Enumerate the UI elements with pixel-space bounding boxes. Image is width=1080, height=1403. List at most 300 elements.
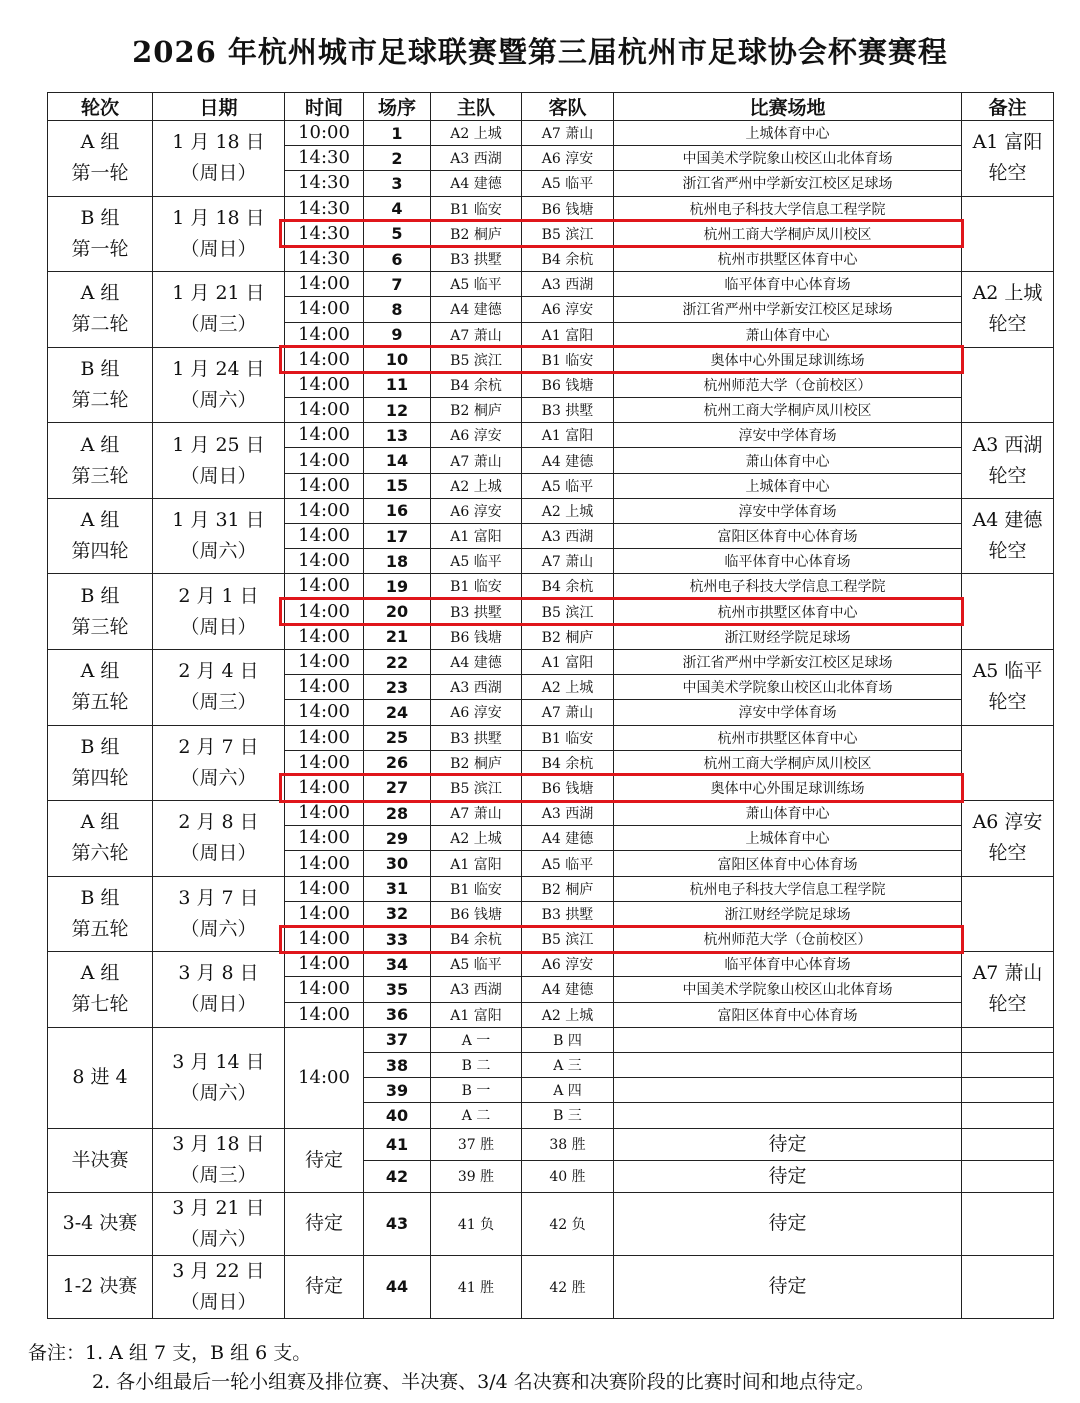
away-team: B2 桐庐 xyxy=(522,876,614,901)
away-team: 38 胜 xyxy=(522,1128,614,1160)
table-row xyxy=(48,952,1054,977)
match-no: 21 xyxy=(364,624,431,649)
away-team: B3 拱墅 xyxy=(522,901,614,926)
home-team: B1 临安 xyxy=(431,196,522,221)
match-no: 13 xyxy=(364,423,431,448)
round-cell-line: 第四轮 xyxy=(71,766,129,789)
match-time: 14:00 xyxy=(285,901,364,926)
match-time: 14:00 xyxy=(285,524,364,549)
date-cell-line: 3 月 18 日 xyxy=(172,1133,265,1155)
match-time: 14:00 xyxy=(285,423,364,448)
venue-cell: 富阳区体育中心体育场 xyxy=(614,524,962,549)
venue-cell: 待定 xyxy=(614,1255,962,1318)
away-team: A5 临平 xyxy=(522,473,614,498)
away-team: B6 钱塘 xyxy=(522,775,614,800)
note-cell xyxy=(962,1027,1054,1052)
table-row xyxy=(48,196,1054,221)
venue-cell: 萧山体育中心 xyxy=(614,448,962,473)
date-cell xyxy=(153,1128,285,1192)
home-team: B 一 xyxy=(431,1078,522,1103)
date-cell-line: 1 月 18 日 xyxy=(172,131,265,154)
date-cell-line: （周三） xyxy=(180,313,257,336)
date-cell xyxy=(153,1255,285,1318)
round-cell: 3-4 决赛 xyxy=(48,1192,153,1255)
venue-cell xyxy=(614,1027,962,1052)
date-cell-line: 1 月 18 日 xyxy=(172,206,265,229)
home-team: A2 上城 xyxy=(431,826,522,851)
round-cell-line: A 组 xyxy=(80,962,120,985)
match-time: 14:30 xyxy=(285,196,364,221)
match-no: 28 xyxy=(364,801,431,826)
home-team: B1 临安 xyxy=(431,876,522,901)
venue-cell: 临平体育中心体育场 xyxy=(614,549,962,574)
away-team: A1 富阳 xyxy=(522,649,614,674)
away-team: A7 萧山 xyxy=(522,700,614,725)
table-row xyxy=(48,574,1054,599)
date-cell-line: 1 月 21 日 xyxy=(172,282,265,305)
home-team: B6 钱塘 xyxy=(431,624,522,649)
schedule-table xyxy=(47,92,1054,1319)
home-team: B4 余杭 xyxy=(431,372,522,397)
home-team: A5 临平 xyxy=(431,952,522,977)
venue-cell: 杭州市拱墅区体育中心 xyxy=(614,725,962,750)
home-team: A1 富阳 xyxy=(431,1002,522,1027)
venue-cell: 杭州市拱墅区体育中心 xyxy=(614,599,962,624)
date-cell xyxy=(153,272,285,348)
round-cell-line: 第四轮 xyxy=(71,540,129,563)
match-time: 14:00 xyxy=(285,775,364,800)
home-team: A7 萧山 xyxy=(431,448,522,473)
round-cell-line: B 组 xyxy=(80,206,120,229)
date-cell xyxy=(153,347,285,423)
away-team: 42 负 xyxy=(522,1192,614,1255)
round-cell-line: 第五轮 xyxy=(71,917,129,940)
venue-cell: 富阳区体育中心体育场 xyxy=(614,1002,962,1027)
venue-cell: 萧山体育中心 xyxy=(614,322,962,347)
header-note: 备注 xyxy=(962,93,1054,121)
header-match-no: 场序 xyxy=(364,93,431,121)
round-cell: 半决赛 xyxy=(48,1128,153,1192)
date-cell xyxy=(153,121,285,197)
date-cell-line: 2 月 1 日 xyxy=(178,584,259,607)
note-cell-line: A3 西湖 xyxy=(972,433,1043,456)
match-no: 19 xyxy=(364,574,431,599)
away-team: A6 淳安 xyxy=(522,952,614,977)
round-cell xyxy=(48,649,153,725)
round-cell-line: 第三轮 xyxy=(71,615,129,638)
note-cell-line: 轮空 xyxy=(988,464,1027,487)
header-date: 日期 xyxy=(153,93,285,121)
home-team: A5 临平 xyxy=(431,549,522,574)
date-cell xyxy=(153,725,285,801)
note-cell xyxy=(962,1103,1054,1128)
note-cell xyxy=(962,1192,1054,1255)
home-team: A6 淳安 xyxy=(431,498,522,523)
match-no: 31 xyxy=(364,876,431,901)
date-cell xyxy=(153,649,285,725)
away-team: A7 萧山 xyxy=(522,121,614,146)
match-no: 30 xyxy=(364,851,431,876)
venue-cell: 上城体育中心 xyxy=(614,121,962,146)
home-team: A3 西湖 xyxy=(431,675,522,700)
note-cell-line: A6 淳安 xyxy=(972,811,1043,834)
date-cell-line: （周日） xyxy=(180,237,257,260)
venue-cell: 中国美术学院象山校区山北体育场 xyxy=(614,675,962,700)
match-no: 9 xyxy=(364,322,431,347)
away-team: A2 上城 xyxy=(522,498,614,523)
home-team: B2 桐庐 xyxy=(431,398,522,423)
away-team: B1 临安 xyxy=(522,725,614,750)
header-home: 主队 xyxy=(431,93,522,121)
away-team: B5 滨江 xyxy=(522,221,614,246)
away-team: A1 富阳 xyxy=(522,423,614,448)
home-team: B2 桐庐 xyxy=(431,750,522,775)
table-row xyxy=(48,1128,1054,1160)
home-team: B5 滨江 xyxy=(431,347,522,372)
round-cell-line: A 组 xyxy=(80,131,120,154)
match-time: 14:00 xyxy=(285,624,364,649)
match-time: 14:30 xyxy=(285,146,364,171)
note-cell xyxy=(962,1052,1054,1077)
away-team: A5 临平 xyxy=(522,171,614,196)
match-no: 8 xyxy=(364,297,431,322)
venue-cell: 浙江省严州中学新安江校区足球场 xyxy=(614,297,962,322)
match-no: 24 xyxy=(364,700,431,725)
venue-cell: 浙江省严州中学新安江校区足球场 xyxy=(614,649,962,674)
header-venue: 比赛场地 xyxy=(614,93,962,121)
date-cell-line: 1 月 25 日 xyxy=(172,433,265,456)
match-no: 6 xyxy=(364,246,431,271)
match-time: 14:30 xyxy=(285,171,364,196)
away-team: A4 建德 xyxy=(522,977,614,1002)
date-cell-line: （周六） xyxy=(180,388,257,411)
home-team: B3 拱墅 xyxy=(431,725,522,750)
match-time: 14:00 xyxy=(285,977,364,1002)
venue-cell: 临平体育中心体育场 xyxy=(614,952,962,977)
match-no: 23 xyxy=(364,675,431,700)
date-cell-line: （周日） xyxy=(180,615,257,638)
home-team: B4 余杭 xyxy=(431,927,522,952)
away-team: B6 钱塘 xyxy=(522,196,614,221)
home-team: A4 建德 xyxy=(431,297,522,322)
match-time: 14:00 xyxy=(285,448,364,473)
date-cell-line: 2 月 4 日 xyxy=(178,660,259,683)
round-cell: 8 进 4 xyxy=(48,1027,153,1128)
venue-cell: 杭州电子科技大学信息工程学院 xyxy=(614,876,962,901)
note-cell-line: 轮空 xyxy=(988,162,1027,185)
venue-cell: 淳安中学体育场 xyxy=(614,423,962,448)
home-team: B2 桐庐 xyxy=(431,221,522,246)
round-cell-line: 第一轮 xyxy=(71,162,129,185)
table-row xyxy=(48,725,1054,750)
match-no: 18 xyxy=(364,549,431,574)
home-team: B6 钱塘 xyxy=(431,901,522,926)
venue-cell: 中国美术学院象山校区山北体育场 xyxy=(614,977,962,1002)
table-row xyxy=(48,498,1054,523)
match-time: 14:30 xyxy=(285,246,364,271)
match-no: 34 xyxy=(364,952,431,977)
venue-cell: 富阳区体育中心体育场 xyxy=(614,851,962,876)
home-team: A6 淳安 xyxy=(431,423,522,448)
away-team: A3 西湖 xyxy=(522,801,614,826)
note-cell xyxy=(962,801,1054,877)
match-time: 14:00 xyxy=(285,649,364,674)
round-cell xyxy=(48,725,153,801)
venue-cell: 杭州工商大学桐庐凤川校区 xyxy=(614,398,962,423)
match-no: 11 xyxy=(364,372,431,397)
home-team: A1 富阳 xyxy=(431,851,522,876)
match-time: 14:00 xyxy=(285,372,364,397)
date-cell-line: （周六） xyxy=(180,766,257,789)
away-team: A3 西湖 xyxy=(522,524,614,549)
date-cell-line: （周六） xyxy=(180,540,257,563)
home-team: A4 建德 xyxy=(431,649,522,674)
home-team: A7 萧山 xyxy=(431,322,522,347)
match-time: 14:00 xyxy=(285,599,364,624)
away-team: 42 胜 xyxy=(522,1255,614,1318)
home-team: B1 临安 xyxy=(431,574,522,599)
date-cell xyxy=(153,423,285,499)
match-time: 14:00 xyxy=(285,322,364,347)
venue-cell: 浙江省严州中学新安江校区足球场 xyxy=(614,171,962,196)
away-team: B5 滨江 xyxy=(522,599,614,624)
note-cell-line: 轮空 xyxy=(988,313,1027,336)
note-cell xyxy=(962,1128,1054,1160)
table-row xyxy=(48,801,1054,826)
round-cell-line: B 组 xyxy=(80,357,120,380)
match-no: 12 xyxy=(364,398,431,423)
note-cell-line: 轮空 xyxy=(988,993,1027,1016)
match-no: 39 xyxy=(364,1078,431,1103)
round-cell xyxy=(48,801,153,877)
home-team: A6 淳安 xyxy=(431,700,522,725)
venue-cell: 杭州师范大学（仓前校区） xyxy=(614,927,962,952)
home-team: A3 西湖 xyxy=(431,146,522,171)
away-team: A2 上城 xyxy=(522,675,614,700)
match-time: 14:00 xyxy=(285,750,364,775)
note-cell xyxy=(962,423,1054,499)
date-cell xyxy=(153,876,285,952)
table-row xyxy=(48,272,1054,297)
venue-cell: 中国美术学院象山校区山北体育场 xyxy=(614,146,962,171)
home-team: A3 西湖 xyxy=(431,977,522,1002)
away-team: B6 钱塘 xyxy=(522,372,614,397)
match-time: 14:00 xyxy=(285,498,364,523)
home-team: 39 胜 xyxy=(431,1160,522,1192)
match-no: 38 xyxy=(364,1052,431,1077)
match-no: 43 xyxy=(364,1192,431,1255)
date-cell xyxy=(153,574,285,650)
round-cell-line: A 组 xyxy=(80,660,120,683)
match-no: 15 xyxy=(364,473,431,498)
date-cell-line: 2 月 8 日 xyxy=(178,811,259,834)
note-cell-line: 轮空 xyxy=(988,540,1027,563)
venue-cell: 奥体中心外围足球训练场 xyxy=(614,775,962,800)
note-cell xyxy=(962,1078,1054,1103)
date-cell xyxy=(153,1027,285,1128)
away-team: B4 余杭 xyxy=(522,750,614,775)
match-no: 22 xyxy=(364,649,431,674)
match-no: 3 xyxy=(364,171,431,196)
match-time: 14:00 xyxy=(285,473,364,498)
date-cell-line: 2 月 7 日 xyxy=(178,735,259,758)
note-cell xyxy=(962,952,1054,1028)
home-team: A 二 xyxy=(431,1103,522,1128)
venue-cell: 杭州电子科技大学信息工程学院 xyxy=(614,196,962,221)
match-no: 35 xyxy=(364,977,431,1002)
note-cell xyxy=(962,1255,1054,1318)
date-cell-line: （周日） xyxy=(180,464,257,487)
match-no: 4 xyxy=(364,196,431,221)
away-team: B1 临安 xyxy=(522,347,614,372)
away-team: A1 富阳 xyxy=(522,322,614,347)
away-team: B2 桐庐 xyxy=(522,624,614,649)
match-no: 1 xyxy=(364,121,431,146)
away-team: A4 建德 xyxy=(522,826,614,851)
header-away: 客队 xyxy=(522,93,614,121)
match-no: 41 xyxy=(364,1128,431,1160)
match-no: 16 xyxy=(364,498,431,523)
round-cell xyxy=(48,574,153,650)
away-team: A3 西湖 xyxy=(522,272,614,297)
venue-cell: 淳安中学体育场 xyxy=(614,700,962,725)
home-team: B5 滨江 xyxy=(431,775,522,800)
venue-cell: 待定 xyxy=(614,1128,962,1160)
away-team: A 四 xyxy=(522,1078,614,1103)
round-cell-line: 第三轮 xyxy=(71,464,129,487)
home-team: A4 建德 xyxy=(431,171,522,196)
table-row xyxy=(48,1192,1054,1255)
match-no: 7 xyxy=(364,272,431,297)
round-cell xyxy=(48,498,153,574)
date-cell-line: （周日） xyxy=(180,842,257,865)
round-cell-line: A 组 xyxy=(80,811,120,834)
date-cell-line: （周三） xyxy=(180,691,257,714)
match-no: 26 xyxy=(364,750,431,775)
away-team: A6 淳安 xyxy=(522,297,614,322)
match-time: 14:00 xyxy=(285,272,364,297)
match-no: 44 xyxy=(364,1255,431,1318)
date-cell-line: 3 月 14 日 xyxy=(172,1050,265,1073)
match-time: 14:00 xyxy=(285,574,364,599)
venue-cell: 杭州工商大学桐庐凤川校区 xyxy=(614,221,962,246)
venue-cell: 上城体育中心 xyxy=(614,473,962,498)
away-team: B5 滨江 xyxy=(522,927,614,952)
home-team: A7 萧山 xyxy=(431,801,522,826)
away-team: B4 余杭 xyxy=(522,246,614,271)
round-cell: 1-2 决赛 xyxy=(48,1255,153,1318)
table-row xyxy=(48,1027,1054,1052)
match-time: 待定 xyxy=(285,1255,364,1318)
note-cell-line: A7 萧山 xyxy=(972,962,1043,985)
footnote-2: 2. 各小组最后一轮小组赛及排位赛、半决赛、3/4 名决赛和决赛阶段的比赛时间和地点待定。 xyxy=(92,1371,875,1393)
match-time: 14:00 xyxy=(285,347,364,372)
venue-cell: 浙江财经学院足球场 xyxy=(614,624,962,649)
match-no: 42 xyxy=(364,1160,431,1192)
match-time: 14:00 xyxy=(285,549,364,574)
note-cell-line: 轮空 xyxy=(988,842,1027,865)
note-cell xyxy=(962,725,1054,801)
table-row xyxy=(48,423,1054,448)
round-cell xyxy=(48,952,153,1028)
round-cell-line: 第五轮 xyxy=(71,691,129,714)
note-cell xyxy=(962,347,1054,423)
note-cell-line: A1 富阳 xyxy=(972,131,1043,154)
match-no: 33 xyxy=(364,927,431,952)
note-cell xyxy=(962,574,1054,650)
match-time: 10:00 xyxy=(285,121,364,146)
date-cell xyxy=(153,952,285,1028)
match-time: 14:00 xyxy=(285,851,364,876)
round-cell-line: A 组 xyxy=(80,433,120,456)
note-cell xyxy=(962,272,1054,348)
home-team: B3 拱墅 xyxy=(431,599,522,624)
away-team: A4 建德 xyxy=(522,448,614,473)
match-no: 2 xyxy=(364,146,431,171)
date-cell xyxy=(153,196,285,272)
away-team: A7 萧山 xyxy=(522,549,614,574)
match-no: 14 xyxy=(364,448,431,473)
match-time: 14:00 xyxy=(285,398,364,423)
round-cell xyxy=(48,196,153,272)
away-team: A6 淳安 xyxy=(522,146,614,171)
table-row xyxy=(48,649,1054,674)
round-cell-line: A 组 xyxy=(80,509,120,532)
venue-cell: 待定 xyxy=(614,1192,962,1255)
match-no: 5 xyxy=(364,221,431,246)
match-no: 36 xyxy=(364,1002,431,1027)
date-cell-line: （周三） xyxy=(180,1164,257,1186)
footnote-1: 备注：1. A 组 7 支，B 组 6 支。 xyxy=(28,1342,312,1364)
round-cell-line: A 组 xyxy=(80,282,120,305)
match-no: 40 xyxy=(364,1103,431,1128)
home-team: B3 拱墅 xyxy=(431,246,522,271)
match-time: 14:00 xyxy=(285,876,364,901)
match-no: 10 xyxy=(364,347,431,372)
header-row xyxy=(48,93,1054,121)
match-time: 14:00 xyxy=(285,1027,364,1128)
away-team: A5 临平 xyxy=(522,851,614,876)
home-team: 37 胜 xyxy=(431,1128,522,1160)
match-time: 14:00 xyxy=(285,675,364,700)
match-time: 14:00 xyxy=(285,1002,364,1027)
date-cell-line: 3 月 7 日 xyxy=(178,886,259,909)
round-cell-line: 第二轮 xyxy=(71,388,129,411)
home-team: 41 负 xyxy=(431,1192,522,1255)
match-no: 37 xyxy=(364,1027,431,1052)
match-no: 27 xyxy=(364,775,431,800)
venue-cell: 待定 xyxy=(614,1160,962,1192)
round-cell xyxy=(48,272,153,348)
match-no: 32 xyxy=(364,901,431,926)
date-cell-line: （周日） xyxy=(180,1290,257,1313)
match-no: 20 xyxy=(364,599,431,624)
note-cell-line: A5 临平 xyxy=(972,660,1043,683)
home-team: A1 富阳 xyxy=(431,524,522,549)
home-team: 41 胜 xyxy=(431,1255,522,1318)
away-team: A2 上城 xyxy=(522,1002,614,1027)
date-cell-line: 3 月 21 日 xyxy=(172,1196,265,1219)
home-team: A5 临平 xyxy=(431,272,522,297)
venue-cell: 杭州电子科技大学信息工程学院 xyxy=(614,574,962,599)
date-cell-line: （周六） xyxy=(180,1227,257,1250)
match-time: 14:00 xyxy=(285,297,364,322)
date-cell xyxy=(153,498,285,574)
date-cell-line: （周日） xyxy=(180,162,257,185)
table-row xyxy=(48,1255,1054,1318)
match-time: 14:00 xyxy=(285,801,364,826)
venue-cell: 淳安中学体育场 xyxy=(614,498,962,523)
